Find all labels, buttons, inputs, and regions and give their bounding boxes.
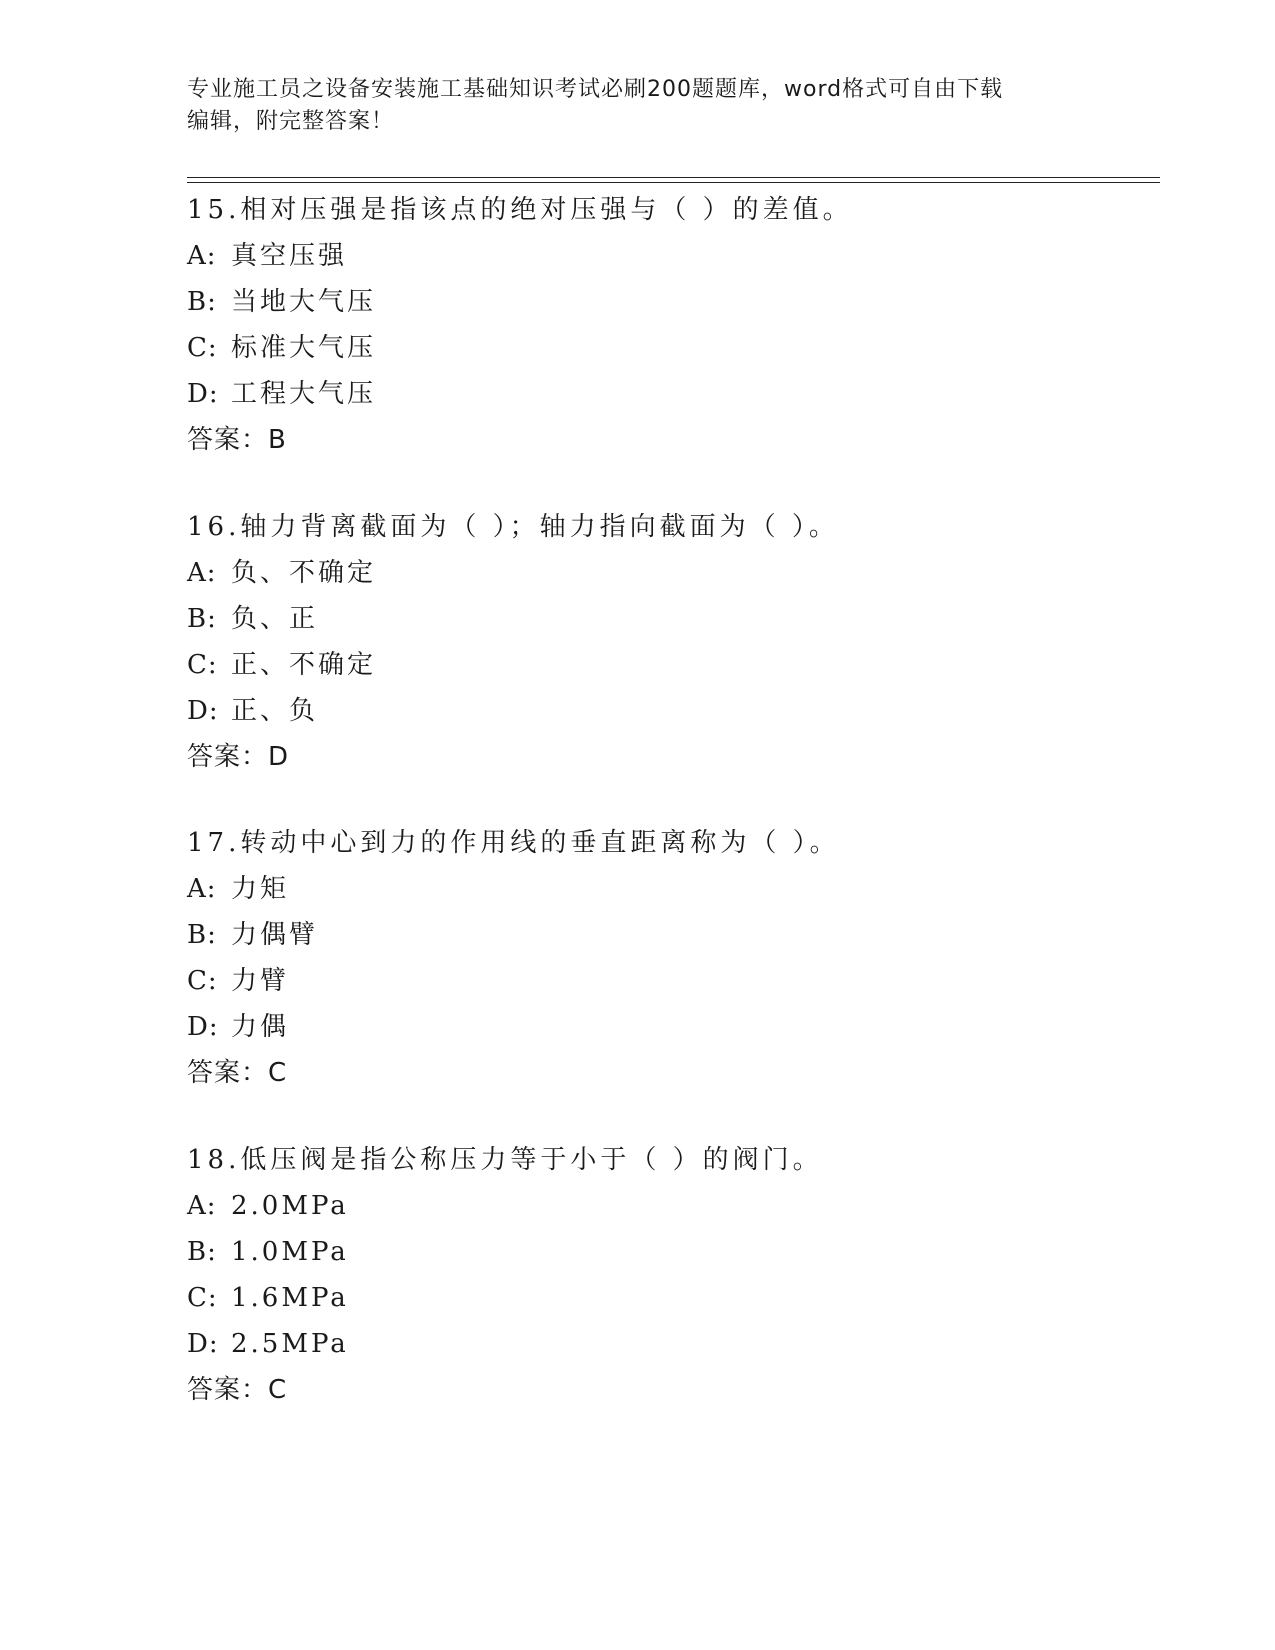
option-key: D: xyxy=(187,1329,219,1359)
option-a xyxy=(187,550,1167,596)
option-b xyxy=(187,1229,1167,1275)
question-16 xyxy=(187,504,1167,780)
option-key: D: xyxy=(187,379,219,409)
option-text: 真空压强 xyxy=(231,241,348,271)
header-divider-top xyxy=(187,177,1160,178)
option-text: 标准大气压 xyxy=(231,333,377,363)
option-key: B: xyxy=(187,604,217,634)
option-text: 正、负 xyxy=(231,696,319,726)
option-c xyxy=(187,642,1167,688)
option-text: 1.0MPa xyxy=(231,1237,349,1267)
question-15 xyxy=(187,187,1167,463)
option-d xyxy=(187,1321,1167,1367)
option-a xyxy=(187,1183,1167,1229)
question-text: 17.转动中心到力的作用线的垂直距离称为（ ）。 xyxy=(187,828,840,858)
answer: 答案：D xyxy=(187,742,290,772)
option-key: D: xyxy=(187,1012,219,1042)
option-d xyxy=(187,688,1167,734)
option-text: 力偶臂 xyxy=(231,920,319,950)
option-text: 力臂 xyxy=(231,966,290,996)
option-text: 正、不确定 xyxy=(231,650,377,680)
answer: 答案：C xyxy=(187,1375,288,1405)
option-b xyxy=(187,912,1167,958)
option-text: 工程大气压 xyxy=(231,379,377,409)
question-text: 18.低压阀是指公称压力等于小于（ ）的阀门。 xyxy=(187,1145,823,1175)
option-key: C: xyxy=(187,333,218,363)
option-c xyxy=(187,325,1167,371)
option-b xyxy=(187,596,1167,642)
option-c xyxy=(187,1275,1167,1321)
option-a xyxy=(187,866,1167,912)
answer: 答案：B xyxy=(187,425,287,455)
document-header xyxy=(187,74,1087,138)
option-b xyxy=(187,279,1167,325)
question-text: 15.相对压强是指该点的绝对压强与（ ）的差值。 xyxy=(187,195,853,225)
option-key: A: xyxy=(187,241,217,271)
option-key: D: xyxy=(187,696,219,726)
option-d xyxy=(187,1004,1167,1050)
option-key: A: xyxy=(187,874,217,904)
option-text: 负、不确定 xyxy=(231,558,377,588)
option-key: C: xyxy=(187,1283,218,1313)
header-line-1: 专业施工员之设备安装施工基础知识考试必刷200题题库，word格式可自由下载 xyxy=(187,77,1004,102)
option-key: A: xyxy=(187,1191,217,1221)
option-key: C: xyxy=(187,650,218,680)
option-key: B: xyxy=(187,920,217,950)
option-text: 1.6MPa xyxy=(231,1283,349,1313)
question-18 xyxy=(187,1137,1167,1413)
option-text: 负、正 xyxy=(231,604,319,634)
option-d xyxy=(187,371,1167,417)
option-c xyxy=(187,958,1167,1004)
option-text: 2.5MPa xyxy=(231,1329,349,1359)
option-key: A: xyxy=(187,558,217,588)
option-key: B: xyxy=(187,287,217,317)
question-text: 16.轴力背离截面为（ ）；轴力指向截面为（ ）。 xyxy=(187,512,839,542)
question-17 xyxy=(187,820,1167,1096)
option-text: 当地大气压 xyxy=(231,287,377,317)
header-line-2: 编辑，附完整答案！ xyxy=(187,109,395,134)
answer: 答案：C xyxy=(187,1058,288,1088)
option-text: 力偶 xyxy=(231,1012,290,1042)
option-a xyxy=(187,233,1167,279)
option-key: C: xyxy=(187,966,218,996)
option-text: 力矩 xyxy=(231,874,290,904)
header-divider-bottom xyxy=(187,182,1160,183)
option-key: B: xyxy=(187,1237,217,1267)
option-text: 2.0MPa xyxy=(231,1191,349,1221)
